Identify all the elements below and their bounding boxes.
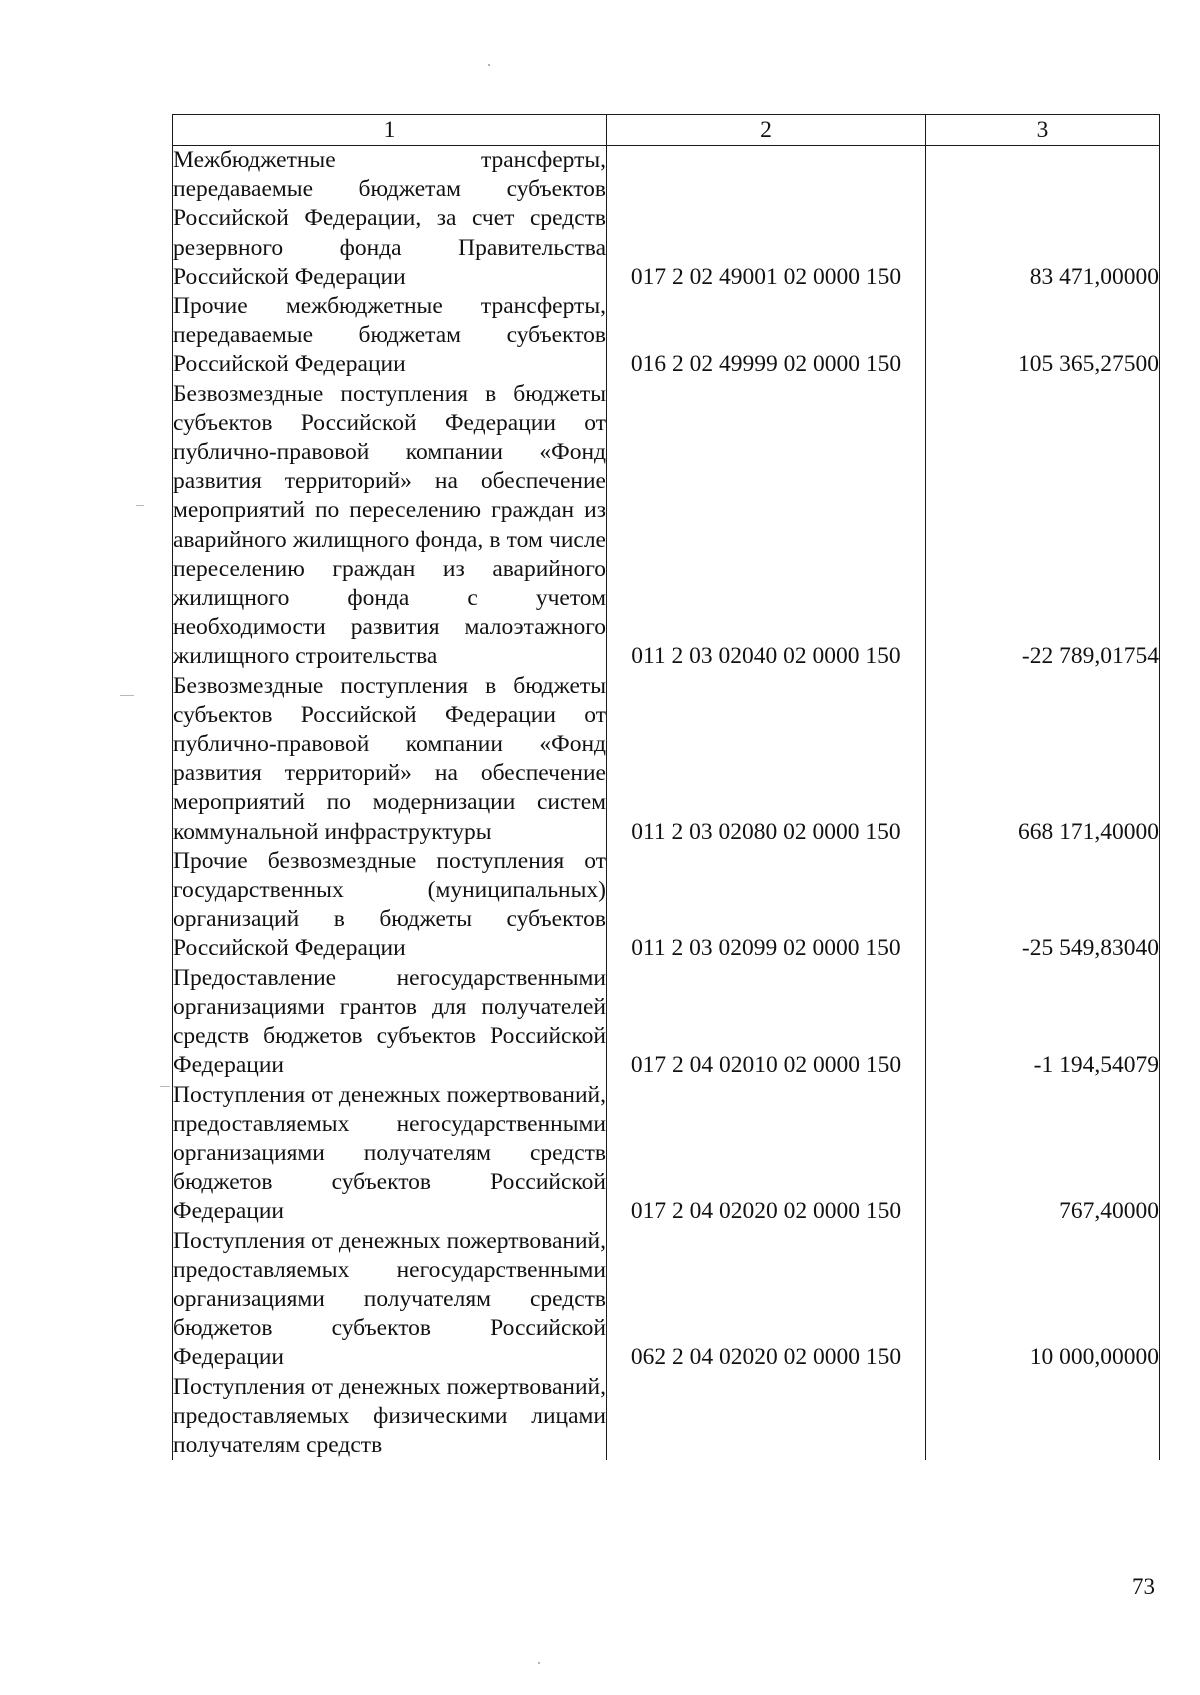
row-description: Безвозмездные поступления в бюджеты субъектов Российской Федерации от публично-правовой компании «Фонд развития территорий» на обеспечение мероприятий по переселению граждан из аварийного жилищного фонда, в том числе переселению граждан из аварийного жилищного фонда с учетом необходимости развития малоэтажного жилищного строительства (173, 380, 607, 672)
scan-mark (136, 505, 144, 506)
table-row (173, 292, 1160, 380)
row-code: 017 2 02 49001 02 0000 150 (607, 146, 926, 293)
row-code: 011 2 03 02040 02 0000 150 (607, 380, 926, 672)
row-amount: 10 000,00000 (926, 1227, 1160, 1373)
table-row (173, 1227, 1160, 1373)
row-code: 017 2 04 02020 02 0000 150 (607, 1081, 926, 1227)
row-code: 011 2 03 02099 02 0000 150 (607, 847, 926, 964)
row-amount: 668 171,40000 (926, 672, 1160, 847)
table-row (173, 1081, 1160, 1227)
row-code: 016 2 02 49999 02 0000 150 (607, 292, 926, 380)
page-number: 73 (1132, 1574, 1155, 1599)
scan-speck (488, 64, 490, 66)
header-col-3: 3 (926, 115, 1160, 146)
row-description: Прочие безвозмездные поступления от государственных (муниципальных) организаций в бюджеты субъектов Российской Федерации (173, 847, 607, 964)
table-row (173, 380, 1160, 672)
row-code (607, 1373, 926, 1461)
row-code: 017 2 04 02010 02 0000 150 (607, 964, 926, 1081)
table-header-row (173, 115, 1160, 146)
row-description: Прочие межбюджетные трансферты, передаваемые бюджетам субъектов Российской Федерации (173, 292, 607, 380)
row-code: 062 2 04 02020 02 0000 150 (607, 1227, 926, 1373)
row-description: Предоставление негосударственными организациями грантов для получателей средств бюджетов субъектов Российской Федерации (173, 964, 607, 1081)
header-col-2: 2 (607, 115, 926, 146)
row-amount: -1 194,54079 (926, 964, 1160, 1081)
row-description: Безвозмездные поступления в бюджеты субъектов Российской Федерации от публично-правовой компании «Фонд развития территорий» на обеспечение мероприятий по модернизации систем коммунальной инфраструктуры (173, 672, 607, 847)
table-row (173, 964, 1160, 1081)
table-row (173, 146, 1160, 293)
row-code: 011 2 03 02080 02 0000 150 (607, 672, 926, 847)
row-amount (926, 1373, 1160, 1461)
table-row (173, 672, 1160, 847)
row-description: Поступления от денежных пожертвований, предоставляемых негосударственными организациями получателям средств бюджетов субъектов Российской Федерации (173, 1081, 607, 1227)
budget-revenue-table (172, 114, 1160, 1460)
row-amount: -22 789,01754 (926, 380, 1160, 672)
row-amount: 105 365,27500 (926, 292, 1160, 380)
scan-mark (120, 695, 134, 696)
header-col-1: 1 (173, 115, 607, 146)
row-description: Межбюджетные трансферты, передаваемые бюджетам субъектов Российской Федерации, за счет средств резервного фонда Правительства Российской Федерации (173, 146, 607, 293)
scan-speck (538, 1662, 540, 1664)
row-amount: 767,40000 (926, 1081, 1160, 1227)
row-amount: 83 471,00000 (926, 146, 1160, 293)
row-description: Поступления от денежных пожертвований, предоставляемых негосударственными организациями получателям средств бюджетов субъектов Российской Федерации (173, 1227, 607, 1373)
row-amount: -25 549,83040 (926, 847, 1160, 964)
scan-mark (160, 1086, 170, 1087)
table-row-continued (173, 1373, 1160, 1461)
row-description: Поступления от денежных пожертвований, предоставляемых физическими лицами получателям средств (173, 1373, 607, 1461)
table-row (173, 847, 1160, 964)
